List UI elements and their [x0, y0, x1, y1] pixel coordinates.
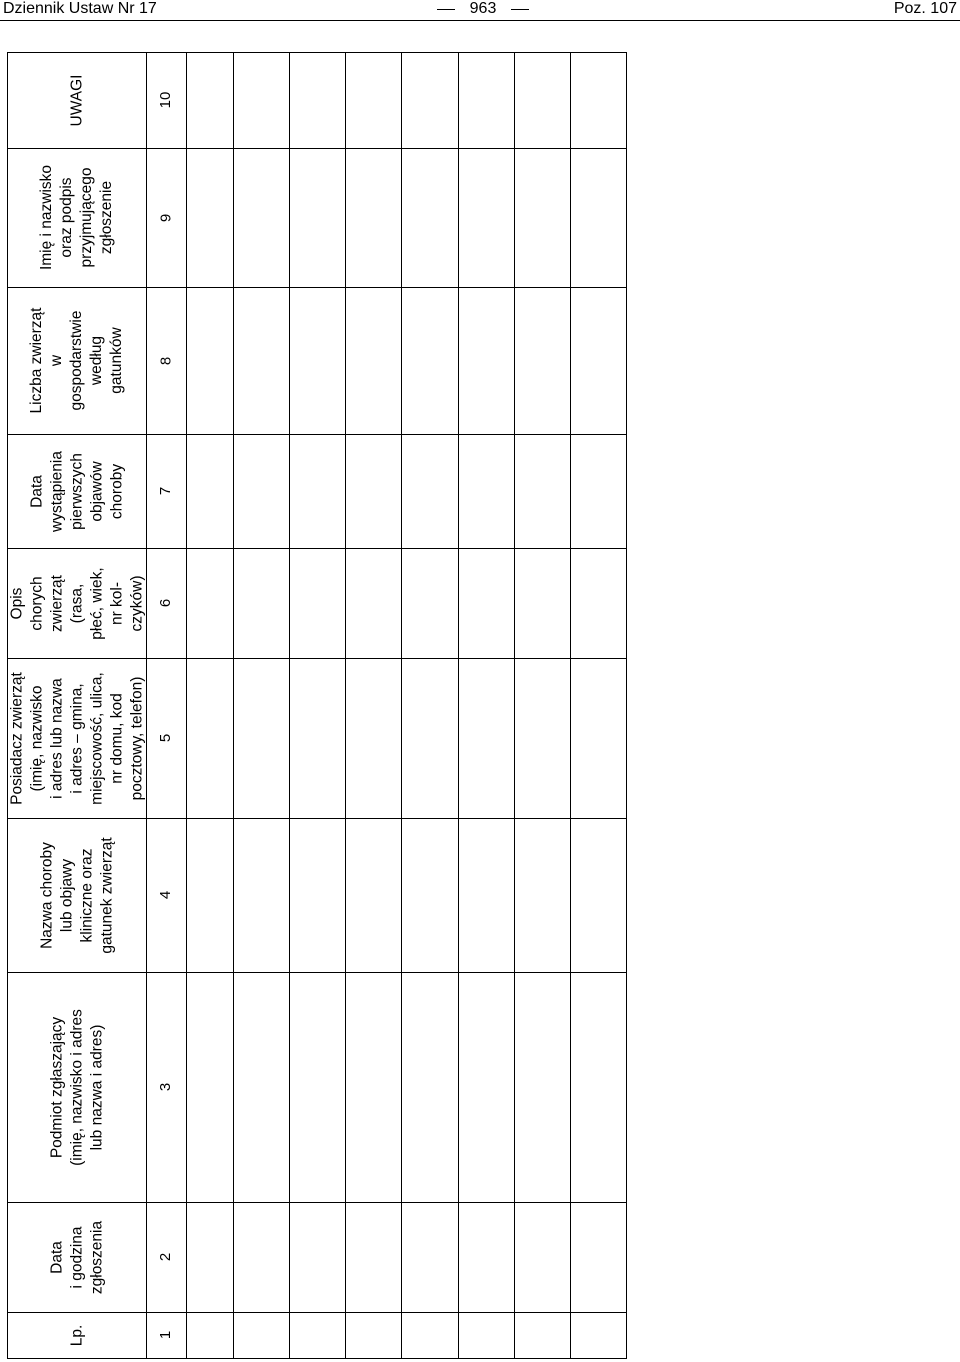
position-number: Poz. 107 [893, 0, 957, 17]
table-cell-blank[interactable] [187, 659, 233, 818]
column-number: 1 [157, 1330, 174, 1340]
table-cell-blank[interactable] [515, 549, 570, 658]
table-cell-blank[interactable] [402, 435, 458, 548]
table-cell-blank[interactable] [402, 288, 458, 434]
table-cell-blank[interactable] [346, 659, 401, 818]
table-cell-blank[interactable] [187, 53, 233, 148]
table-cell-blank[interactable] [571, 973, 626, 1202]
table-cell-blank[interactable] [187, 1203, 233, 1312]
publication-title: Dziennik Ustaw Nr 17 [3, 0, 157, 17]
table-cell-blank[interactable] [346, 1313, 401, 1358]
table-cell-blank[interactable] [346, 288, 401, 434]
column-number: 4 [157, 890, 174, 900]
table-cell-blank[interactable] [515, 149, 570, 287]
table-cell-blank[interactable] [459, 549, 514, 658]
table-rule-vertical [626, 52, 627, 1358]
table-cell-blank[interactable] [459, 973, 514, 1202]
table-cell-blank[interactable] [459, 435, 514, 548]
table-cell-blank[interactable] [187, 288, 233, 434]
table-cell-blank[interactable] [402, 973, 458, 1202]
table-cell-blank[interactable] [234, 549, 289, 658]
table-cell-blank[interactable] [459, 659, 514, 818]
table-cell-blank[interactable] [402, 549, 458, 658]
table-cell-blank[interactable] [515, 659, 570, 818]
table-cell-blank[interactable] [234, 659, 289, 818]
table-cell-blank[interactable] [571, 53, 626, 148]
table-cell-blank[interactable] [515, 435, 570, 548]
table-cell-blank[interactable] [290, 288, 345, 434]
table-cell-blank[interactable] [515, 819, 570, 972]
table-cell-blank[interactable] [571, 819, 626, 972]
column-header: Posiadacz zwierząt (imię, nazwisko i adres lub nazwa i adres – gmina, miejscowość, ulica, nr domu, kod pocztowy, telefon) [7, 671, 145, 805]
table-cell-blank[interactable] [571, 435, 626, 548]
table-cell-blank[interactable] [459, 149, 514, 287]
table-cell-blank[interactable] [402, 53, 458, 148]
table-cell-blank[interactable] [234, 288, 289, 434]
column-header: Opis chorych zwierząt (rasa, płeć, wiek, nr kol- czyków) [7, 566, 145, 640]
column-number: 7 [157, 486, 174, 496]
table-cell-blank[interactable] [402, 659, 458, 818]
table-cell-blank[interactable] [290, 819, 345, 972]
table-cell-blank[interactable] [402, 819, 458, 972]
table-cell-blank[interactable] [234, 53, 289, 148]
table-cell-blank[interactable] [290, 435, 345, 548]
table-cell-blank[interactable] [290, 53, 345, 148]
column-number: 8 [157, 356, 174, 365]
table-cell-blank[interactable] [187, 435, 233, 548]
table-cell-blank[interactable] [571, 288, 626, 434]
table-cell-blank[interactable] [290, 973, 345, 1202]
column-header: Liczba zwierząt w gospodarstwie według gatunków [27, 307, 125, 414]
column-header: Podmiot zgłaszający (imię, nazwisko i adres lub nazwa i adres) [47, 1008, 105, 1166]
table-cell-blank[interactable] [459, 53, 514, 148]
table-cell-blank[interactable] [187, 149, 233, 287]
table-cell-blank[interactable] [187, 973, 233, 1202]
column-header: UWAGI [67, 74, 85, 126]
table-cell-blank[interactable] [290, 659, 345, 818]
table-cell-blank[interactable] [571, 549, 626, 658]
table-cell-blank[interactable] [346, 435, 401, 548]
table-cell-blank[interactable] [290, 1313, 345, 1358]
table-cell-blank[interactable] [571, 1313, 626, 1358]
table-cell-blank[interactable] [290, 549, 345, 658]
table-cell-blank[interactable] [515, 1313, 570, 1358]
column-header: Data i godzina zgłoszenia [47, 1220, 105, 1294]
table-cell-blank[interactable] [515, 973, 570, 1202]
table-cell-blank[interactable] [402, 149, 458, 287]
table-cell-blank[interactable] [234, 149, 289, 287]
column-header: Imię i nazwisko oraz podpis przyjmującego zgłoszenie [37, 164, 115, 271]
table-cell-blank[interactable] [187, 1313, 233, 1358]
table-cell-blank[interactable] [187, 549, 233, 658]
table-cell-blank[interactable] [459, 1203, 514, 1312]
table-cell-blank[interactable] [402, 1203, 458, 1312]
table-cell-blank[interactable] [402, 1313, 458, 1358]
table-cell-blank[interactable] [234, 1313, 289, 1358]
table-cell-blank[interactable] [187, 819, 233, 972]
column-number: 5 [157, 733, 174, 743]
column-header: Nazwa choroby lub objawy kliniczne oraz gatunek zwierząt [37, 836, 115, 954]
table-cell-blank[interactable] [571, 659, 626, 818]
page-number-text: 963 [469, 0, 497, 17]
column-header: Data wystąpienia pierwszych objawów choroby [27, 450, 125, 532]
column-number: 6 [157, 598, 174, 608]
table-cell-blank[interactable] [234, 1203, 289, 1312]
table-cell-blank[interactable] [234, 973, 289, 1202]
table-cell-blank[interactable] [346, 549, 401, 658]
column-number: 3 [157, 1082, 174, 1092]
column-header: Lp. [67, 1324, 85, 1346]
table-cell-blank[interactable] [459, 288, 514, 434]
table-cell-blank[interactable] [571, 149, 626, 287]
table-cell-blank[interactable] [515, 1203, 570, 1312]
column-number: 2 [157, 1252, 174, 1262]
table-cell-blank[interactable] [571, 1203, 626, 1312]
column-number: 9 [157, 213, 174, 222]
table-cell-blank[interactable] [346, 819, 401, 972]
table-cell-blank[interactable] [290, 149, 345, 287]
table-cell-blank[interactable] [346, 973, 401, 1202]
table-cell-blank[interactable] [515, 53, 570, 148]
table-cell-blank[interactable] [346, 1203, 401, 1312]
table-cell-blank[interactable] [515, 288, 570, 434]
column-number: 10 [157, 91, 174, 109]
table-cell-blank[interactable] [290, 1203, 345, 1312]
table-cell-blank[interactable] [459, 1313, 514, 1358]
table-cell-blank[interactable] [346, 53, 401, 148]
table-cell-blank[interactable] [459, 819, 514, 972]
table-cell-blank[interactable] [234, 435, 289, 548]
table-cell-blank[interactable] [234, 819, 289, 972]
table-cell-blank[interactable] [346, 149, 401, 287]
